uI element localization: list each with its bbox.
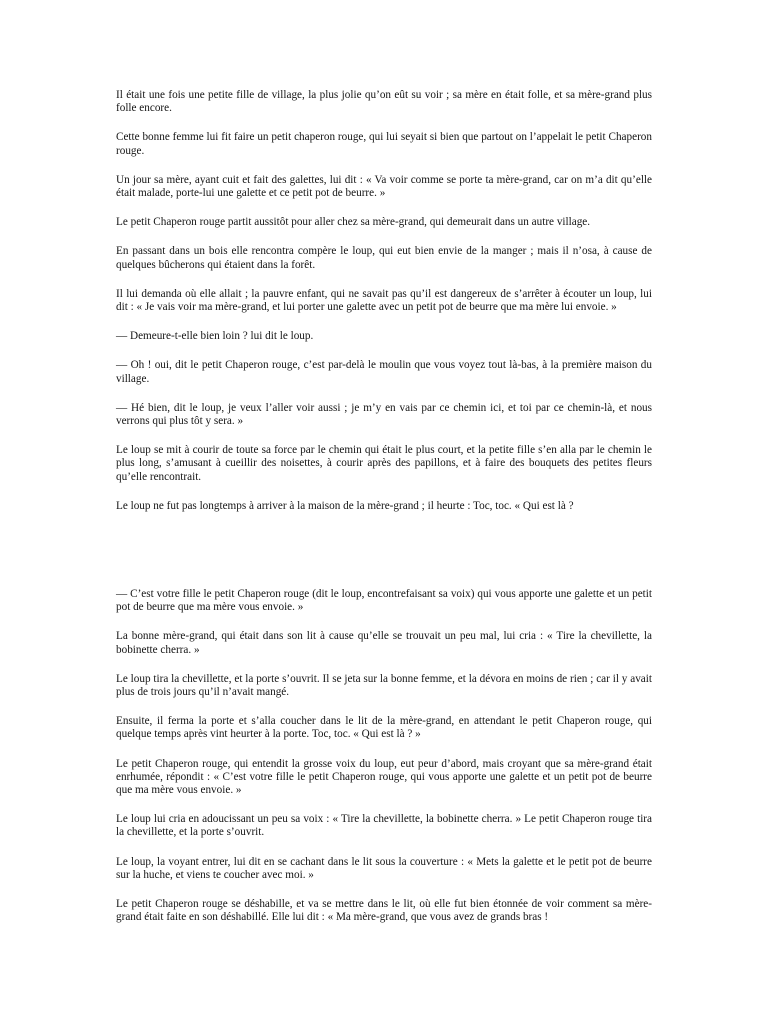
text-block-upper (116, 89, 652, 529)
paragraph-14: Le loup tira la chevillette, et la porte s’ouvrit. Il se jeta sur la bonne femme, et la dévora en moins de rien ; car il y avait plus de trois jours qu’il n’avait mangé. (116, 672, 652, 699)
paragraph-3: Un jour sa mère, ayant cuit et fait des galettes, lui dit : « Va voir comme se porte ta mère-grand, car on m’a dit qu’elle était malade, porte-lui une galette et ce petit pot de beurre. » (116, 173, 652, 200)
paragraph-6: Il lui demanda où elle allait ; la pauvre enfant, qui ne savait pas qu’il est dangereux de s’arrêter à écouter un loup, lui dit : « Je vais voir ma mère-grand, et lui porter une galette avec un petit pot de beurre que ma mère lui envoie. » (116, 287, 652, 314)
paragraph-17: Le loup lui cria en adoucissant un peu sa voix : « Tire la chevillette, la bobinette cherra. » Le petit Chaperon rouge tira la chevillette, et la porte s’ouvrit. (116, 813, 652, 839)
paragraph-5: En passant dans un bois elle rencontra compère le loup, qui eut bien envie de la manger ; mais il n’osa, à cause de quelques bûcherons qui étaient dans la forêt. (116, 245, 652, 271)
paragraph-11: Le loup ne fut pas longtemps à arriver à la maison de la mère-grand ; il heurte : Toc, toc. « Qui est là ? (116, 499, 574, 512)
paragraph-9: — Hé bien, dit le loup, je veux l’aller voir aussi ; je m’y en vais par ce chemin ici, et toi par ce chemin-là, et nous verrons qui plus tôt y sera. » (116, 401, 652, 428)
paragraph-8: — Oh ! oui, dit le petit Chaperon rouge, c’est par-delà le moulin que vous voyez tout là-bas, à la première maison du village. (116, 359, 652, 385)
paragraph-16: Le petit Chaperon rouge, qui entendit la grosse voix du loup, eut peur d’abord, mais croyant que sa mère-grand était enrhumée, répondit : « C’est votre fille le petit Chaperon rouge, qui vous apporte une galette et un petit pot de beurre que ma mère vous envoie. » (116, 757, 652, 797)
paragraph-7: — Demeure-t-elle bien loin ? lui dit le loup. (116, 330, 314, 343)
paragraph-13: La bonne mère-grand, qui était dans son lit à cause qu’elle se trouvait un peu mal, lui cria : « Tire la chevillette, la bobinette cherra. » (116, 630, 652, 656)
paragraph-19: Le petit Chaperon rouge se déshabille, et va se mettre dans le lit, où elle fut bien étonnée de voir comment sa mère-grand était faite en son déshabillé. Elle lui dit : « Ma mère-grand, que vous avez de grands bras ! (116, 898, 652, 924)
text-block-lower (116, 588, 652, 940)
paragraph-4: Le petit Chaperon rouge partit aussitôt pour aller chez sa mère-grand, qui demeurait dans un autre village. (116, 216, 591, 229)
paragraph-2: Cette bonne femme lui fit faire un petit chaperon rouge, qui lui seyait si bien que partout on l’appelait le petit Chaperon rouge. (116, 131, 652, 157)
paragraph-1: Il était une fois une petite fille de village, la plus jolie qu’on eût su voir ; sa mère en était folle, et sa mère-grand plus folle encore. (116, 89, 652, 115)
paragraph-12: — C’est votre fille le petit Chaperon rouge (dit le loup, encontrefaisant sa voix) qui vous apporte une galette et un petit pot de beurre que ma mère vous envoie. » (116, 588, 652, 614)
paragraph-15: Ensuite, il ferma la porte et s’alla coucher dans le lit de la mère-grand, en attendant le petit Chaperon rouge, qui quelque temps après vint heurter à la porte. Toc, toc. « Qui est là ? » (116, 715, 652, 741)
paragraph-18: Le loup, la voyant entrer, lui dit en se cachant dans le lit sous la couverture : « Mets la galette et le petit pot de beurre sur la huche, et viens te coucher avec moi. » (116, 855, 652, 881)
paragraph-10: Le loup se mit à courir de toute sa force par le chemin qui était le plus court, et la petite fille s’en alla par le chemin le plus long, s’amusant à cueillir des noisettes, à courir après des papillons, et à faire des bouquets des petites fleurs qu’elle rencontrait. (116, 444, 652, 483)
